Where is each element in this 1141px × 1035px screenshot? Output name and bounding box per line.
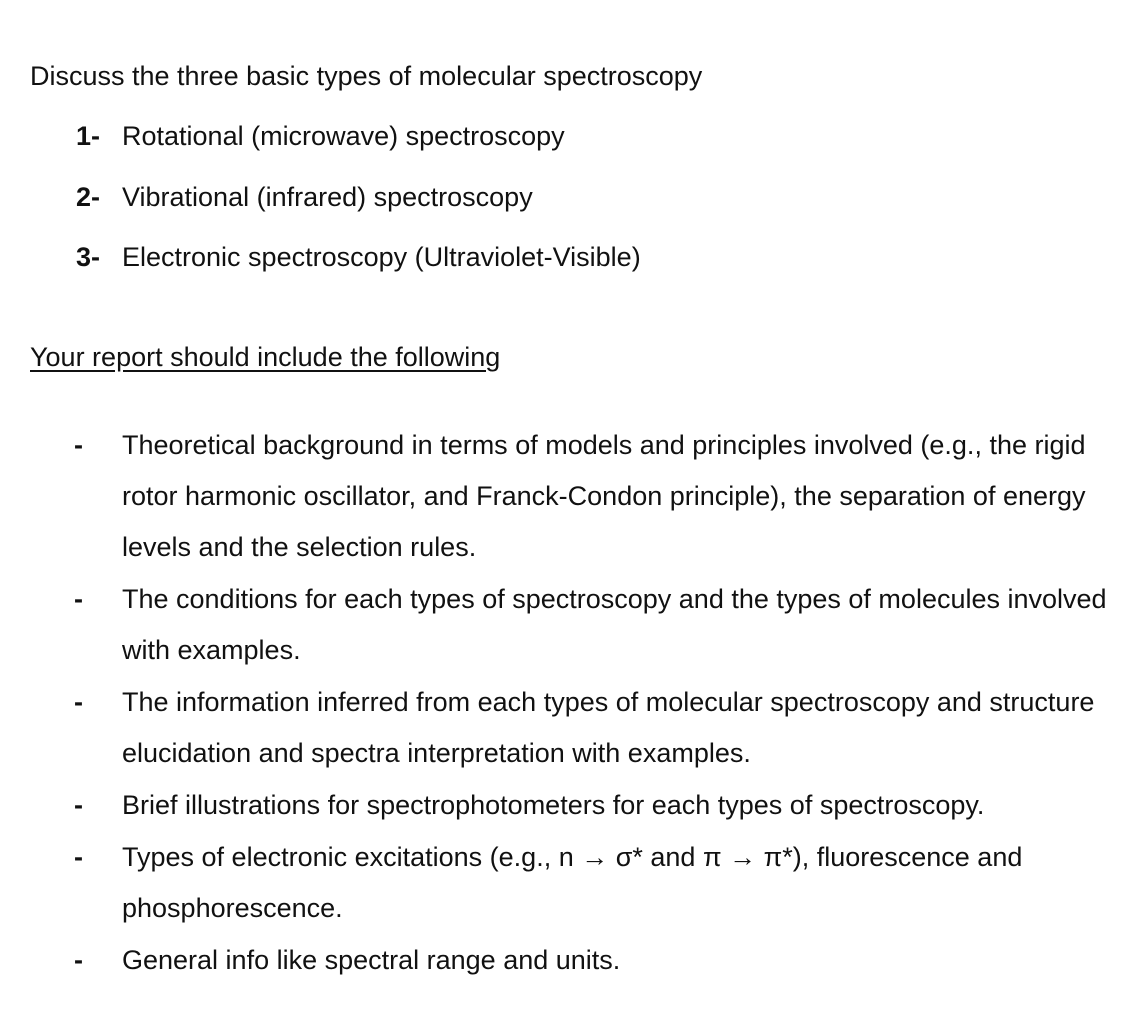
list-item xyxy=(74,935,1114,986)
list-item xyxy=(74,574,1114,676)
requirement-text: General info like spectral range and units. xyxy=(122,945,621,975)
requirements-list xyxy=(74,420,1114,987)
list-item xyxy=(74,677,1114,779)
item-label: Electronic spectroscopy (Ultraviolet-Visible) xyxy=(122,242,641,272)
bullet-marker: - xyxy=(74,945,83,975)
bullet-marker: - xyxy=(74,790,83,820)
requirement-text: The conditions for each types of spectroscopy and the types of molecules involved with examples. xyxy=(122,584,1107,665)
list-item xyxy=(74,780,1114,831)
bullet-marker: - xyxy=(74,842,83,872)
bullet-marker: - xyxy=(74,584,83,614)
list-item xyxy=(76,239,641,300)
requirement-text: The information inferred from each types of molecular spectroscopy and structure elucidation and spectra interpretation with examples. xyxy=(122,687,1095,768)
requirement-text: Theoretical background in terms of models and principles involved (e.g., the rigid rotor harmonic oscillator, and Franck-Condon principle), the separation of energy levels and the selection rules. xyxy=(122,430,1086,562)
list-item xyxy=(74,832,1114,934)
item-number: 1- xyxy=(76,121,101,151)
bullet-marker: - xyxy=(74,430,83,460)
list-item xyxy=(74,420,1114,573)
bullet-marker: - xyxy=(74,687,83,717)
list-item xyxy=(76,179,641,240)
spectroscopy-types-list xyxy=(76,118,641,300)
item-label: Vibrational (infrared) spectroscopy xyxy=(122,181,533,212)
requirement-text: Brief illustrations for spectrophotometers for each types of spectroscopy. xyxy=(122,790,985,820)
item-label: Rotational (microwave) spectroscopy xyxy=(122,121,565,151)
requirement-text: Types of electronic excitations (e.g., n → σ* and π → π*), fluorescence and phosphorescence. xyxy=(122,842,1023,923)
report-heading: Your report should include the following xyxy=(30,342,501,372)
item-number: 3- xyxy=(76,242,101,272)
intro-text: Discuss the three basic types of molecular spectroscopy xyxy=(30,61,703,91)
item-number: 2- xyxy=(76,181,101,212)
list-item xyxy=(76,118,641,179)
